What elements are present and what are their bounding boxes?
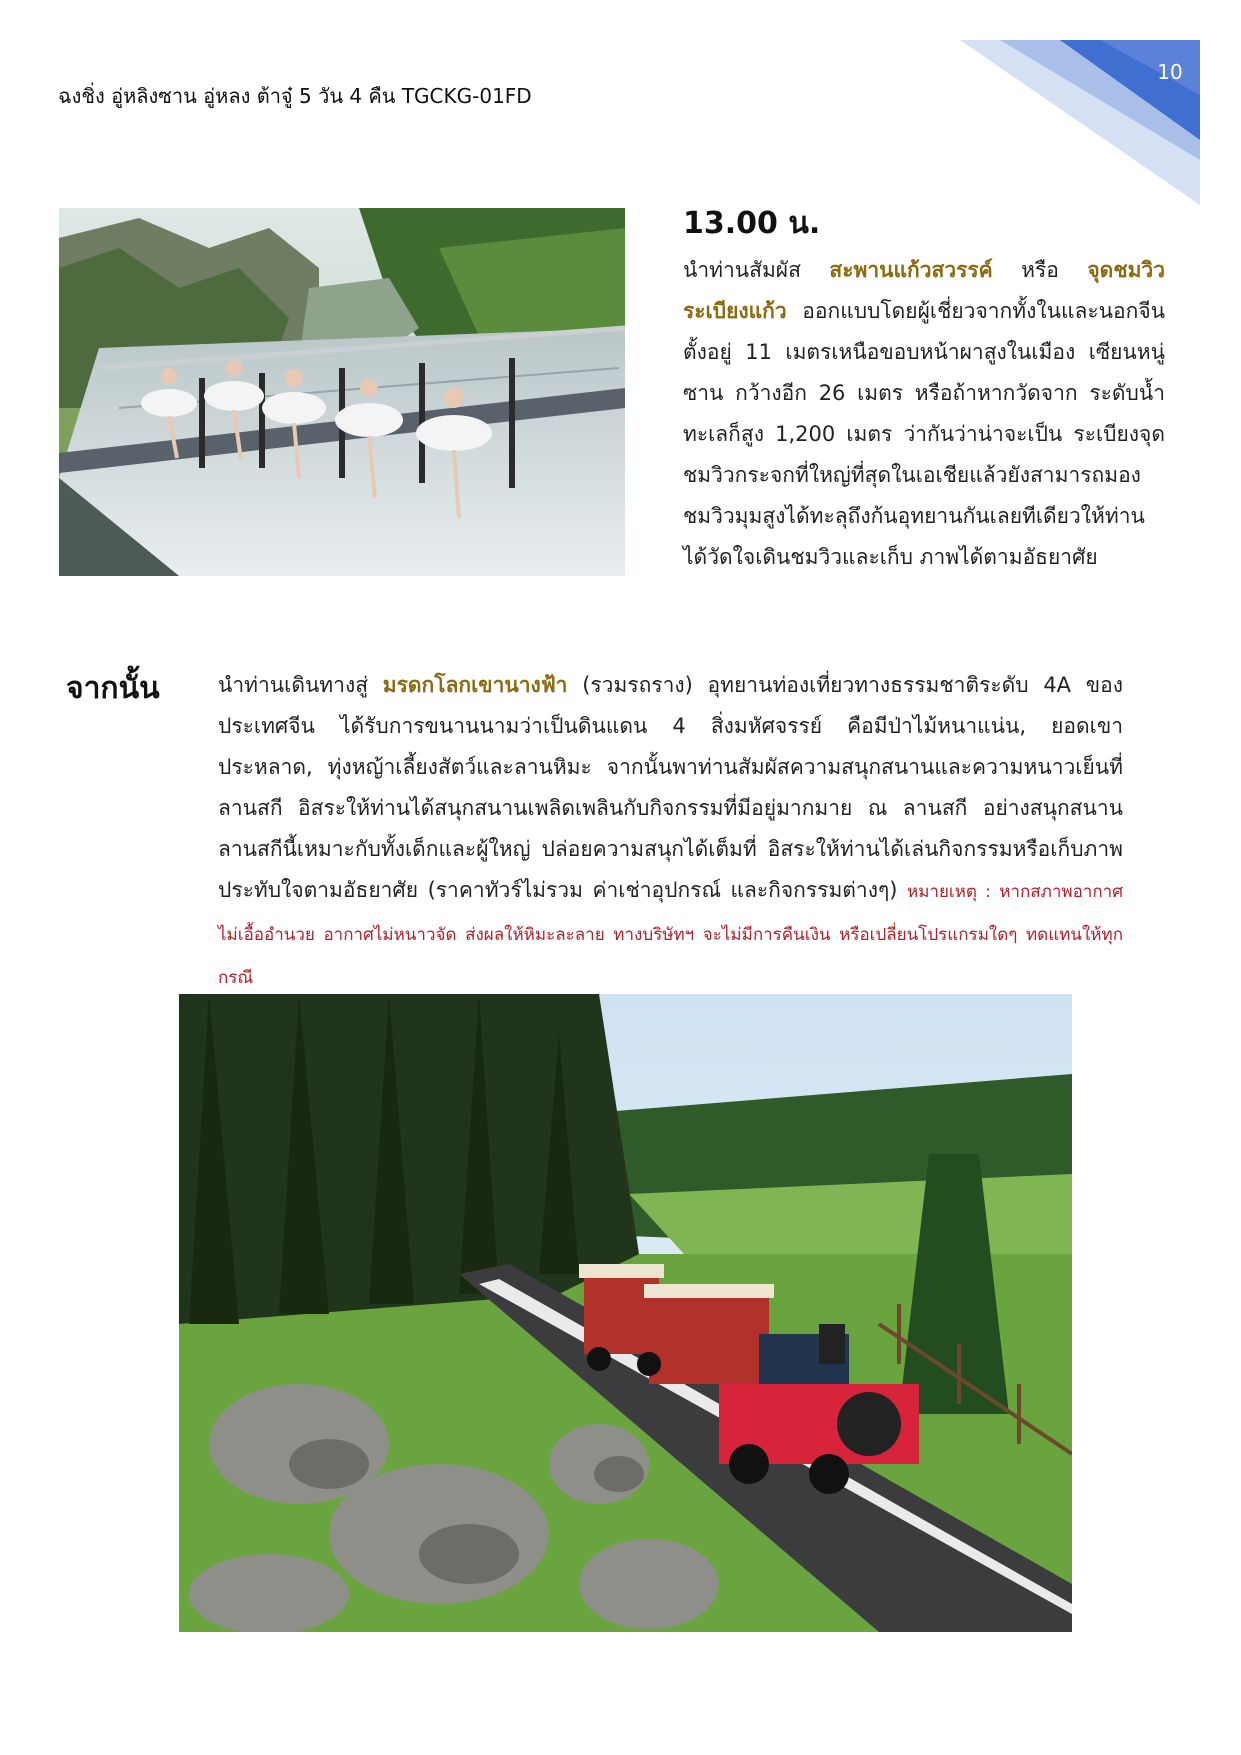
highlight-glass-bridge: สะพานแก้วสวรรค์ [829,258,993,282]
section-label: จากนั้น [66,671,160,706]
intro-text: นำท่านเดินทางสู่ [218,673,383,697]
highlight-glass-viewpoint: จุดชมวิวระเบียงแก้ว [683,258,1165,323]
glass-skywalk-photo [59,208,625,576]
document-header-title: ฉงชิ่ง อู่หลิงซาน อู่หลง ต้าจู๋ 5 วัน 4 คืน TGCKG-01FD [58,84,532,108]
intro-text: นำท่านสัมผัส [683,258,830,282]
body-text: ออกแบบโดยผู้เชี่ยวจากทั้งในและนอกจีน ตั้งอยู่ 11 เมตรเหนือขอบหน้าผาสูงในเมือง เซียนหนู่ซาน กว้างอีก 26 เมตร หรือถ้าหากวัดจาก ระดับน้ำทะเลก็สูง 1,200 เมตร ว่ากันว่าน่าจะเป็น ระเบียงจุดชมวิวกระจกที่ใหญ่ที่สุดในเอเชียแล้วยังสามารถมองชมวิวมุมสูงได้ทะลุถึงก้นอุทยานกันเลยทีเดียวให้ท่านได้วัดใจเดินชมวิวและเก็บ ภาพได้ตามอัธยาศัย [683,299,1165,569]
fairy-mountain-description [218,665,1123,999]
note-text: : หากสภาพอากาศไม่เอื้ออำนวย อากาศไม่หนาวจัด ส่งผลให้หิมะละลาย ทางบริษัทฯ จะไม่มีการคืนเงิน หรือเปลี่ยนโปรแกรมใดๆ ทดแทนให้ทุกกรณี [218,882,1123,988]
mountain-train-photo [179,994,1072,1632]
time-heading: 13.00 น. [683,206,821,241]
highlight-fairy-mountain: มรดกโลกเขานางฟ้า [382,673,568,697]
body-text: (รวมรถราง) อุทยานท่องเที่ยวทางธรรมชาติระดับ 4A ของประเทศจีน ได้รับการขนานนามว่าเป็นดินแดน 4 สิ่งมหัศจรรย์ คือมีป่าไม้หนาแน่น, ยอดเขาประหลาด, ทุ่งหญ้าเลี้ยงสัตว์และลานหิมะ จากนั้นพาท่านสัมผัสความสนุกสนานและความหนาวเย็นที่ ลานสกี อิสระให้ท่านได้สนุกสนานเพลิดเพลินกับกิจกรรมที่มีอยู่มากมาย ณ ลานสกี อย่างสนุกสนาน ลานสกีนี้เหมาะกับทั้งเด็กและผู้ใหญ่ ปล่อยความสนุกได้เต็มที่ อิสระให้ท่านได้เล่นกิจกรรมหรือเก็บภาพประทับใจตามอัธยาศัย (ราคาทัวร์ไม่รวม ค่าเช่าอุปกรณ์ และกิจกรรมต่างๆ) [218,673,1123,902]
page-number: 10 [1157,60,1183,84]
connector-text: หรือ [992,258,1088,282]
glass-bridge-description [683,250,1165,578]
note-label: หมายเหตุ [906,882,977,902]
